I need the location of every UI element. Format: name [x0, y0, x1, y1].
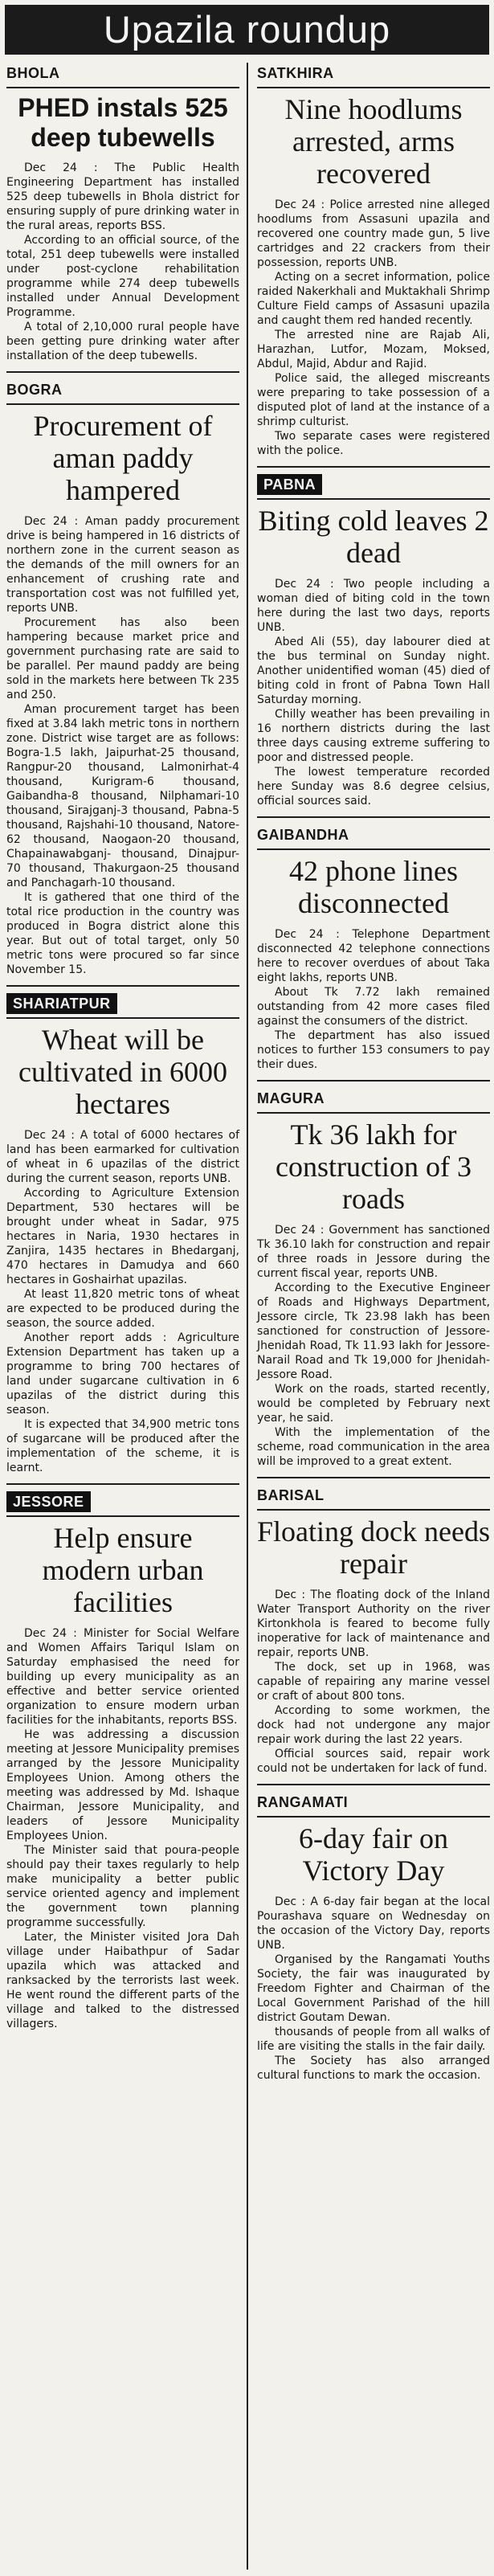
news-article	[6, 1491, 239, 2031]
article-headline: 6-day fair on Victory Day	[299, 1822, 448, 1887]
article-separator	[257, 1784, 490, 1785]
article-separator	[6, 1483, 239, 1485]
dateline-label: BARISAL	[257, 1487, 325, 1503]
article-paragraph: Dec 24 : A total of 6000 hectares of land has been earmarked for cultivation of wheat in 6 upazilas of the district during the current season, reports UNB.	[6, 1129, 239, 1185]
article-paragraph: Dec 24 : Minister for Social Welfare and Women Affairs Tariqul Islam on Saturday emphasised the need for building up every municipality as an effective and better service oriented organization to ensure modern urban facilities for the inhabitants, reports BSS.	[6, 1627, 239, 1727]
article-paragraph: It is expected that 34,900 metric tons of sugarcane will be produced after the implementation of the scheme, it is learnt.	[6, 1418, 239, 1474]
article-paragraph: Dec : The floating dock of the Inland Water Transport Authority on the river Kirtonkhola is feared to become fully inoperative for lack of maintenance and repair, reports UNB.	[257, 1589, 490, 1659]
article-separator	[257, 1477, 490, 1478]
article-headline: Help ensure modern urban facilities	[42, 1522, 204, 1618]
right-column	[257, 63, 490, 2083]
dateline-label: BHOLA	[6, 65, 60, 81]
article-paragraph: With the implementation of the scheme, road communication in the area will be improved to a great extent.	[257, 1426, 490, 1468]
article-separator	[257, 466, 490, 468]
article-paragraph: Organised by the Rangamati Youths Society, the fair was inaugurated by Freedom Fighter and Chairman of the Local Government Parishad of the hill district Goutam Dewan.	[257, 1953, 490, 2024]
article-headline: Tk 36 lakh for construction of 3 roads	[276, 1118, 472, 1215]
article-dateline	[6, 63, 239, 88]
dateline-label: JESSORE	[6, 1491, 91, 1512]
article-paragraph: Dec 24 : The Public Health Engineering Department has installed 525 deep tubewells in Bhola district for ensuring supply of pure drinking water in the rural areas, reports BSS.	[6, 162, 239, 232]
article-dateline	[257, 824, 490, 850]
article-paragraph: The dock, set up in 1968, was capable of repairing any marine vessel or craft of about 800 tons.	[257, 1661, 490, 1703]
article-paragraph: Dec 24 : Aman paddy procurement drive is being hampered in 16 districts of northern zone in the current season as the demands of the mill owners for an enhancement of crushing rate and transportation cost was not fulfilled yet, reports UNB.	[6, 515, 239, 615]
news-article	[6, 379, 239, 987]
article-separator	[257, 1080, 490, 1082]
article-dateline	[257, 1088, 490, 1114]
dateline-label: RANGAMATI	[257, 1794, 349, 1810]
dateline-label: GAIBANDHA	[257, 827, 349, 843]
article-paragraph: Dec : A 6-day fair began at the local Pourashava square on Wednesday on the occasion of the Victory Day, reports UNB.	[257, 1895, 490, 1952]
article-paragraph: It is gathered that one third of the total rice production in the country was produced in Bogra district alone this year. But out of total target, only 50 metric tons were procured so far since November 15.	[6, 891, 239, 976]
article-headline: PHED instals 525 deep tubewells	[18, 93, 228, 152]
news-article	[257, 824, 490, 1082]
article-paragraph: The Society has also arranged cultural functions to mark the occasion.	[257, 2055, 490, 2082]
article-paragraph: The Minister said that poura-people should pay their taxes regularly to help make municipality a better public service oriented agency and implement the government town planning programme successfully.	[6, 1844, 239, 1929]
article-paragraph: Dec 24 : Two people including a woman died of biting cold in the town here during the last two days, reports UNB.	[257, 578, 490, 634]
article-separator	[6, 371, 239, 373]
news-article	[6, 993, 239, 1485]
article-dateline	[6, 379, 239, 405]
dateline-label: MAGURA	[257, 1090, 325, 1106]
article-paragraph: Abed Ali (55), day labourer died at the bus terminal on Sunday night. Another unidentified woman (45) died of biting cold in front of Pabna Town Hall Saturday morning.	[257, 636, 490, 706]
article-headline: Procurement of aman paddy hampered	[33, 410, 213, 506]
left-column	[6, 63, 239, 2031]
news-article	[257, 474, 490, 818]
article-dateline	[6, 993, 239, 1019]
article-paragraph: According to some workmen, the dock had not undergone any major repair work during the last 22 years.	[257, 1704, 490, 1746]
article-paragraph: Chilly weather has been prevailing in 16 northern districts during the last three days causing extreme suffering to poor and distressed people.	[257, 708, 490, 764]
article-paragraph: The arrested nine are Rajab Ali, Harazhan, Lutfor, Mozam, Moksed, Abdul, Majid, Abdur and Rajid.	[257, 329, 490, 370]
news-article	[257, 1792, 490, 2083]
article-dateline	[257, 1485, 490, 1511]
article-paragraph: Dec 24 : Telephone Department disconnected 42 telephone connections here to recover overdues of about Taka eight lakhs, reports UNB.	[257, 928, 490, 984]
page-title: Upazila roundup	[5, 5, 489, 55]
article-headline: Wheat will be cultivated in 6000 hectares	[18, 1024, 227, 1120]
article-paragraph: Another report adds : Agriculture Extension Department has taken up a programme to bring 700 hectares of land under sugarcane cultivation in 6 upazilas of the district during this season.	[6, 1331, 239, 1417]
article-headline: 42 phone lines disconnected	[289, 855, 458, 919]
article-paragraph: Two separate cases were registered with the police.	[257, 430, 490, 457]
article-paragraph: Work on the roads, started recently, would be completed by February next year, he said.	[257, 1383, 490, 1425]
article-paragraph: The department has also issued notices to further 153 consumers to pay their dues.	[257, 1029, 490, 1071]
article-dateline	[257, 63, 490, 88]
article-paragraph: He was addressing a discussion meeting at Jessore Municipality premises arranged by the Jessore Municipality Employees Union. Among others the meeting was addressed by Md. Ishaque Chairman, Jessore Municipality, and leaders of Jessore Municipality Employees Union.	[6, 1728, 239, 1842]
dateline-label: SHARIATPUR	[6, 993, 117, 1014]
article-paragraph: The lowest temperature recorded here Sunday was 8.6 degree celsius, official sources said.	[257, 766, 490, 808]
column-divider	[247, 63, 248, 2570]
article-separator	[257, 816, 490, 818]
article-paragraph: Dec 24 : Government has sanctioned Tk 36.10 lakh for construction and repair of three roads in Jessore during the current fiscal year, reports UNB.	[257, 1224, 490, 1280]
dateline-label: PABNA	[257, 474, 322, 495]
article-dateline	[257, 1792, 490, 1818]
article-paragraph: A total of 2,10,000 rural people have been getting pure drinking water after installation of the deep tubewells.	[6, 321, 239, 362]
article-paragraph: Dec 24 : Police arrested nine alleged hoodlums from Assasuni upazila and recovered one country made gun, 5 live cartridges and 22 crackers from their possession, reports UNB.	[257, 198, 490, 269]
dateline-label: BOGRA	[6, 382, 63, 398]
news-article	[257, 1088, 490, 1478]
article-paragraph: Later, the Minister visited Jora Dah village under Haibathpur of Sadar upazila which was attacked and ranksacked by the terrorists last week. He went round the different parts of the village and talked to the distressed villagers.	[6, 1931, 239, 2030]
article-paragraph: thousands of people from all walks of life are visiting the stalls in the fair daily.	[257, 2026, 490, 2053]
article-headline: Biting cold leaves 2 dead	[258, 505, 489, 569]
article-dateline	[257, 474, 490, 500]
dateline-label: SATKHIRA	[257, 65, 334, 81]
article-dateline	[6, 1491, 239, 1517]
article-headline: Floating dock needs repair	[257, 1515, 490, 1580]
article-paragraph: According to an official source, of the total, 251 deep tubewells were installed under post-cyclone rehabilitation programme while 274 deep tubewells installed under Annual Development Programme.	[6, 234, 239, 319]
news-article	[257, 1485, 490, 1785]
article-paragraph: About Tk 7.72 lakh remained outstanding from 42 more cases filed against the consumers of the district.	[257, 986, 490, 1028]
article-paragraph: Police said, the alleged miscreants were preparing to take possession of a disputed plot of land at the instance of a shrimp culturist.	[257, 372, 490, 428]
news-article	[257, 63, 490, 468]
news-article	[6, 63, 239, 373]
article-separator	[6, 985, 239, 987]
article-paragraph: According to Agriculture Extension Department, 530 hectares will be brought under wheat in Sadar, 975 hectares in Naria, 1930 hectares in Zanjira, 1435 hectares in Bhedarganj, 470 hectares in Damudya and 660 hectares in Goshairhat upazilas.	[6, 1187, 239, 1286]
article-headline: Nine hoodlums arrested, arms recovered	[284, 93, 463, 190]
article-paragraph: According to the Executive Engineer of Roads and Highways Department, Jessore circle, Tk 23.98 lakh has been sanctioned for construction of Jessore-Jhenidah Road, Tk 11.93 lakh for Jessore-Narail Road and Tk 19,000 for Jhenidah-Jessore Road.	[257, 1282, 490, 1381]
article-paragraph: Procurement has also been hampering because market price and government purchasing rate are said to be parallel. Per maund paddy are being sold in the markets here between Tk 235 and 250.	[6, 616, 239, 701]
article-paragraph: At least 11,820 metric tons of wheat are expected to be produced during the season, the source added.	[6, 1288, 239, 1330]
article-paragraph: Aman procurement target has been fixed at 3.84 lakh metric tons in northern zone. District wise target are as follows: Bogra-1.5 lakh, Jaipurhat-25 thousand, Rangpur-20 thousand, Lalmonirhat-4 thousand, Kurigram-6 thousand, Gaibandha-8 thousand, Nilphamari-10 thousand, Sirajganj-3 thousand, Pabna-5 thousand, Rajshahi-10 thousand, Natore-62 thousand, Naogaon-20 thousand, Chapainawabganj- thousand, Dinajpur-70 thousand, Thakurgaon-25 thousand and Panchagarh-10 thousand.	[6, 703, 239, 889]
article-paragraph: Acting on a secret information, police raided Nakerkhali and Muktakhali Shrimp Culture Field camps of Assasuni upazila and caught them red handed recently.	[257, 271, 490, 327]
article-paragraph: Official sources said, repair work could not be undertaken for lack of fund.	[257, 1748, 490, 1775]
